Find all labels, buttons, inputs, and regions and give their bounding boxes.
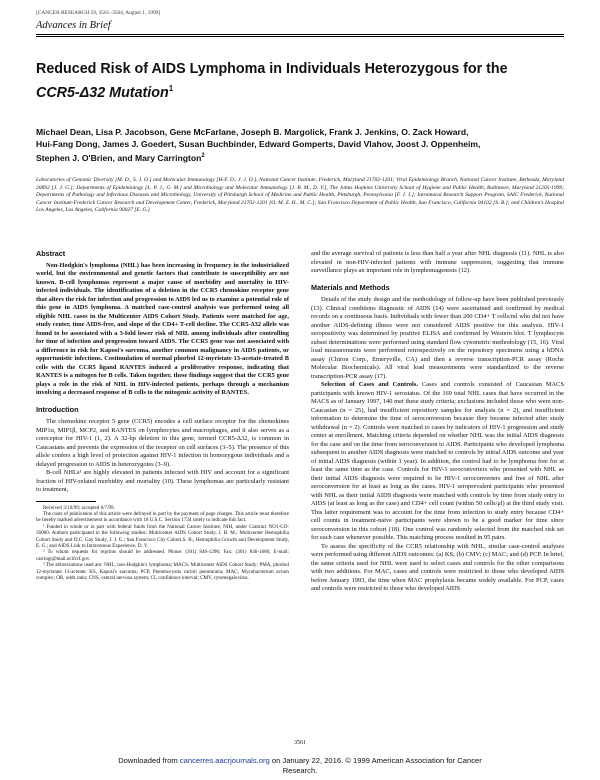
download-line-1 (0, 756, 600, 766)
left-column (36, 250, 289, 581)
authors-line-1: Michael Dean, Lisa P. Jacobson, Gene McFarlane, Joseph B. Margolick, Frank J. Jenkins, O. Zack Howard, (36, 127, 469, 137)
title-line-1: Reduced Risk of AIDS Lymphoma in Individuals Heterozygous for the (36, 61, 508, 77)
authors-line-3 (36, 150, 564, 164)
methods-paragraph-1: Details of the study design and the methodology of follow-up have been published previously (13). Clinical conditions diagnostic of AIDS (14) were ascertained and confirmed by medical records on a continuous basis. Individuals with fewer than 200 CD4+ T cells/ml who did not have another AIDS-defining illness were not considered AIDS positive for this analysis. HIV-1 seropositivity was determined by positive ELISA and confirmed by Western blot. T lymphocyte subset determinations were performed using standard flow cytometric methodology (15, 16). Viral load measurements were performed retrospectively on the repository specimens using a bDNA assay (Chiron Corp., Emeryville, CA) and then a reverse transcription-PCR assay (Roche Molecular Biochemicals). All viral load measurements were standardized to the reverse transcription-PCR assay (17). (311, 296, 564, 380)
article-title (36, 60, 564, 103)
authors-line-3-text: Stephen J. O'Brien, and Mary Carrington (36, 153, 202, 164)
download-line-2: Research. (282, 765, 318, 775)
abstract-heading: Abstract (36, 249, 66, 258)
corresponding-author-mark: 2 (201, 153, 205, 160)
affiliations: Laboratories of Genomic Diversity [M. D., S. J. O.] and Molecular Immunology [H-F. D., J. J. O.], National Cancer Institute, Frederick, Maryland 21702-1201; Viral Epidemiology Branch, National Cancer Institute, Bethesda, Maryland 20892 [J. J. G.]; Departments of Epidemiology [L. P. J., G. M.] and Microbiology and Molecular Immunology [J. B. M., D. V.], The Johns Hopkins University School of Hygiene and Public Health, Baltimore, Maryland 21205-1999; Departments of Pathology and Infectious Diseases and Microbiology, University of Pittsburgh School of Medicine and Public Health, Pittsburgh, Pennsylvania [F. J. J.]; Intramural Research Support Program, SAIC Frederick, National Cancer Institute-Frederick Cancer Research and Development Center, Frederick, Maryland 21702-1201 [O. M. Z. H., M. C.]; San Francisco Department of Public Health, San Francisco, California 94102 [S. B.]; and Children's Hospital Los Angeles, Los Angeles, California 90027 [E. G.] (36, 177, 564, 214)
header-rule-thin (36, 36, 564, 37)
footnote-funding: ¹ Funded in whole or in part with federal funds from the National Cancer Institute, NIH, under Contract NO1-CO-56000. Authors participated in the following studies: Multicenter AIDS Cohort Study, J. B. M.; Multicenter Hemophilia Cohort Study and D.C. Gay Study, J. J. G.; San Francisco City Cohort,S. B.; Hemophilia Growth and Development Study, E. G.; and AIDS Link to Intravenous Experience, D. V. (36, 523, 289, 549)
author-list (36, 126, 564, 164)
selection-text: Cases and controls consisted of Caucasian MACS participants with known HIV-1 serostatus. Of the 169 total NHL cases that have occurred in the MACS as of January 1997, 140 met these study criteria; exclusions included those who were non-Caucasian (n = 25), had insufficient repository samples for analysis (n = 2), and insufficient information to determine the time of seroconversion because they became infected after study withdrawal (n = 2). Controls were matched to cases by indicators of HIV-1 progression and study center at enrollment. Matching criteria depended on whether NHL was the initial AIDS diagnosis for the case and on the time from seroconversion to AIDS. Participants who developed lymphoma subsequent to another AIDS diagnosis were matched to controls by initial AIDS outcome and year of initial AIDS diagnosis (within 1 year). In addition, the control had to be lymphoma free for at least the same time as the case. Controls for HIV-1 seroconverters who presented with NHL as their initial AIDS diagnosis were required to be HIV-1 seroconverters and free of NHL after seroconversion for at least as long as the cases. HIV-1 seroprevalent participants who presented with NHL as their initial AIDS diagnosis were matched with controls by time from study entry to AIDS (at least as long as the case) and CD4+ cell count (within 50 cells/μl) at the third study visit. This latter requirement was to account for the time from infection to study entry because CD4+ cell counts in treatment-naive participants were shown to be a good marker for time since seroconversion in this cohort (18). One control was randomly selected from the matched risk set for each case whenever possible. This matching process resulted in 95 pairs. (311, 381, 564, 541)
authors-line-2: Hui-Fang Dong, James J. Goedert, Susan Buchbinder, Edward Gomperts, David Vlahov, Joost J. Oppenheim, (36, 139, 481, 150)
intro-continuation: and the average survival of patients is less than half a year after NHL diagnosis (11). NHL is also elevated in non-HIV-infected patients with immune suppression, suggesting that immune surveillance plays an important role in lymphomagenesis (12). (311, 250, 564, 274)
footnote-received: Received 3/16/99; accepted 6/7/99. (43, 504, 115, 511)
title-footnote-mark: 1 (168, 84, 174, 93)
download-suffix: on January 22, 2016. © 1999 American Association for Cancer (269, 756, 482, 765)
introduction-heading: Introduction (36, 404, 79, 414)
footnote-abbreviations: ³ The abbreviations used are: NHL, non-Hodgkin's lymphoma; MACS, Multicenter AIDS Cohort Study; PMA, phorbol 12-myristate 13-acetate; KS, Kaposi's sarcoma; PCP, Pneumocystis carinii pneumonia; MAC, Mycobacterium avium complex; OR, odds ratio; CNS, central nervous system; CI, confidence interval; CMV, cytomegalovirus. (36, 562, 289, 581)
download-link[interactable]: cancerres.aacrjournals.org (179, 756, 270, 765)
right-column (311, 250, 564, 594)
selection-subheading: Selection of Cases and Controls. (321, 381, 418, 388)
intro-paragraph-1: The chemokine receptor 5 gene (CCR5) encodes a cell surface receptor for the chemokines MIP1α, MIP1β, MCP2, and RANTES on lymphocytes and macrophages, and it also serves as a coreceptor for HIV-1 (1, 2). A 32-bp deletion in this gene, termed CCR5-Δ32, is common in Caucasians and prevents the expression of the receptor on cell surfaces (3–5). The presence of this allele confers a high level of protection against HIV-1 infection in homozygous individuals and a delayed progression to AIDS in heterozygotes (3–9). (36, 418, 289, 468)
abstract-text: Non-Hodgkin's lymphoma (NHL) has been increasing in frequency in the industrialized world, but the environmental and genetic factors that contribute to susceptibility are not known. B-cell lymphomas represent a major cause of morbidity and mortality in HIV-infected individuals. The identification of a deletion in the CCR5 chemokine receptor gene that alters the risk for infection and progression to AIDS led us to examine a potential role of this gene in AIDS lymphoma. A matched case-control analysis was performed using all eligible NHL cases in the Multicenter AIDS Cohort Study. Patients were matched for age, study center, time AIDS-free, and slope of the CD4+ T-cell decline. The CCR5-Δ32 allele was found to be associated with a 3-fold lower risk of NHL among individuals after controlling for time of infection and progression toward AIDS. The CCR5 gene was not associated with a difference in risk for Kaposi's sarcoma, another common malignancy in AIDS patients, or opportunistic infections. Costimulation of normal phorbol 12-myristate 13-acetate-treated B cells with the CCR5 ligand RANTES induced a proliferative response, indicating that RANTES is a mitogen for B cells. Taken together, these findings suggest that the CCR5 gene plays a role in the risk of NHL in HIV-infected patients, perhaps through a mechanism involving a decreased response of B cells to the mitogenic activity of RANTES. (36, 261, 289, 396)
section-label: Advances in Brief (36, 20, 111, 31)
download-notice (0, 756, 600, 775)
footnotes (36, 505, 289, 582)
title-gene: CCR5-Δ32 Mutation (36, 84, 169, 101)
journal-citation: [CANCER RESEARCH 59, 3561–3564, August 1, 1999] (36, 10, 161, 16)
methods-heading: Materials and Methods (311, 282, 390, 292)
intro-paragraph-2: B-cell NHLs³ are highly elevated in patients infected with HIV and account for a significant fraction of HIV-related morbidity and mortality (10). These lymphomas are particularly resistant to treatment, (36, 469, 289, 493)
page-number: 3561 (294, 740, 306, 746)
title-line-2 (36, 79, 564, 103)
download-prefix: Downloaded from (118, 756, 180, 765)
footnote-rule (36, 501, 96, 502)
selection-paragraph (311, 381, 564, 543)
footnote-costs: The costs of publication of this article were defrayed in part by the payment of page charges. This article must therefore be hereby marked advertisement in accordance with 18 U.S.C. Section 1734 solely to indicate this fact. (36, 510, 289, 524)
footnote-reprints: ² To whom requests for reprints should be addressed. Phone: (301) 846-1296; Fax: (301) 846-1686; E-mail: carringt@mail.ncifcrf.gov. (36, 549, 289, 562)
header-rule (36, 34, 564, 35)
specificity-paragraph: To assess the specificity of the CCR5 relationship with NHL, similar case-control analyses were performed using different AIDS outcomes: (a) KS; (b) CMV; (c) MAC; and (d) PCP. In brief, the same criteria used for NHL were used to select cases and controls for the other comparisons with two additions. For MAC, cases and controls were restricted to those who developed AIDS before January 1993, the time when MAC prophylaxis became widely available. For PCP, cases and controls were restricted to those who developed AIDS (311, 542, 564, 592)
